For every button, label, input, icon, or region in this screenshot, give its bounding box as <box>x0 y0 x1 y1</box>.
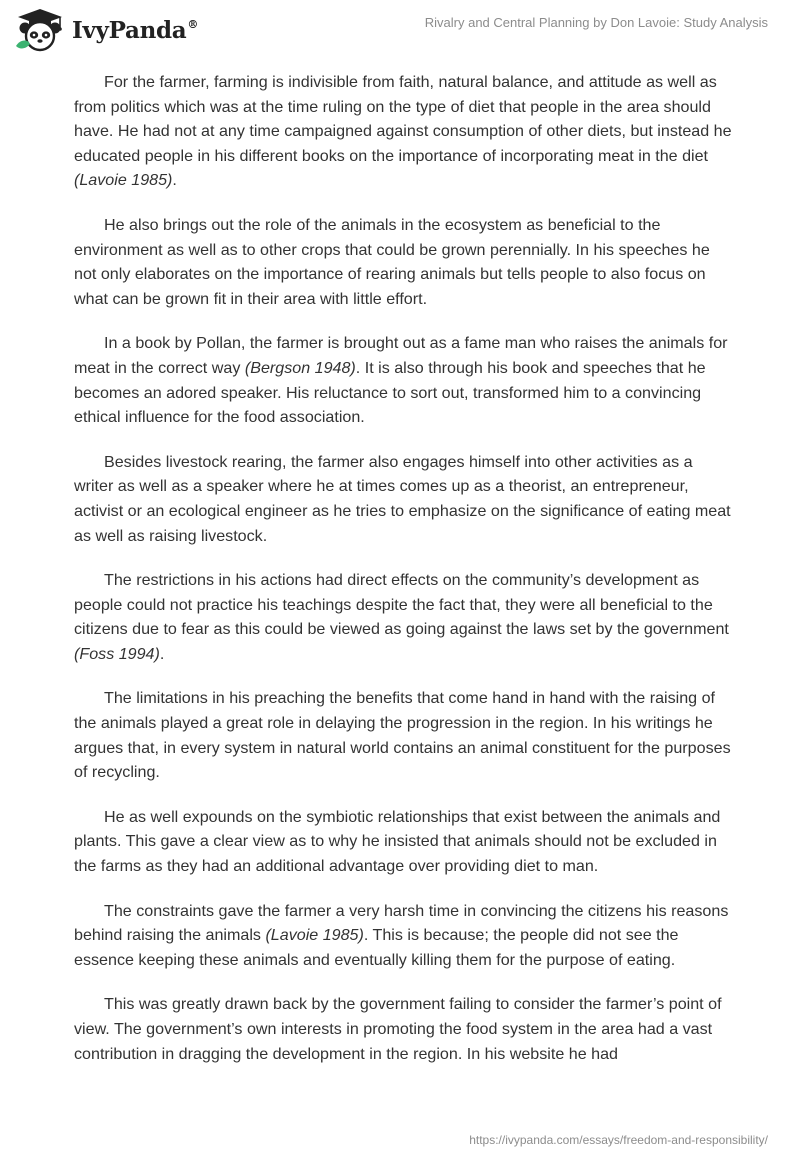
paragraph: This was greatly drawn back by the government failing to consider the farmer’s point of view. The government’s own interests in promoting the food system in the area had a vast contribution in dragging the development in the region. In his website he had <box>74 995 722 1063</box>
paragraph: The restrictions in his actions had direct effects on the community’s development as people could not practice his teachings despite the fact that, they were all beneficial to the citizens due to fear as this could be viewed as going against the laws set by the government (Foss 1994). <box>74 571 729 663</box>
citation: (Foss 1994) <box>74 644 160 663</box>
paragraph: The limitations in his preaching the benefits that come hand in hand with the raising of the animals played a great role in delaying the progression in the region. In his writings he argues that, in every system in natural world contains an animal constituent for the purposes of recycling. <box>74 689 731 782</box>
document-title: Rivalry and Central Planning by Don Lavoie: Study Analysis <box>424 15 768 30</box>
citation: (Lavoie 1985) <box>74 171 173 190</box>
source-url[interactable]: https://ivypanda.com/essays/freedom-and-responsibility/ <box>469 1133 768 1147</box>
paragraph: For the farmer, farming is indivisible from faith, natural balance, and attitude as well as from politics which was at the time ruling on the type of diet that people in the area should have. He had not at any time campaigned against consumption of other diets, but instead he educated people in his different books on the importance of incorporating meat in the diet (Lavoie 1985). <box>74 73 732 190</box>
citation: (Bergson 1948) <box>244 358 356 377</box>
ivypanda-logo[interactable] <box>14 8 198 52</box>
essay-body <box>74 70 734 1086</box>
paragraph: Besides livestock rearing, the farmer also engages himself into other activities as a writer as well as a speaker where he at times comes up as a theorist, an entrepreneur, activist or an ecological engineer as he tries to emphasize on the significance of eating meat as well as raising livestock. <box>74 452 731 545</box>
panda-graduate-icon <box>14 8 66 52</box>
brand-name: IvyPanda® <box>72 16 199 44</box>
page-header <box>0 0 800 70</box>
paragraph: He also brings out the role of the animals in the ecosystem as beneficial to the environment as well as to other crops that could be grown perennially. In his speeches he not only elaborates on the importance of rearing animals but tells people to also focus on what can be grown fit in their area with little effort. <box>74 215 710 308</box>
paragraph: In a book by Pollan, the farmer is brought out as a fame man who raises the animals for meat in the correct way (Bergson 1948). It is also through his book and speeches that he becomes an adored speaker. His reluctance to sort out, transformed him to a convincing ethical influence for the food association. <box>74 334 728 427</box>
paragraph: The constraints gave the farmer a very harsh time in convincing the citizens his reasons behind raising the animals (Lavoie 1985). This is because; the people did not see the essence keeping these animals and eventually killing them for the purpose of eating. <box>74 901 729 969</box>
paragraph: He as well expounds on the symbiotic relationships that exist between the animals and plants. This gave a clear view as to why he insisted that animals should not be excluded in the farms as they had an additional advantage over providing diet to man. <box>74 807 721 876</box>
citation: (Lavoie 1985) <box>265 926 364 945</box>
